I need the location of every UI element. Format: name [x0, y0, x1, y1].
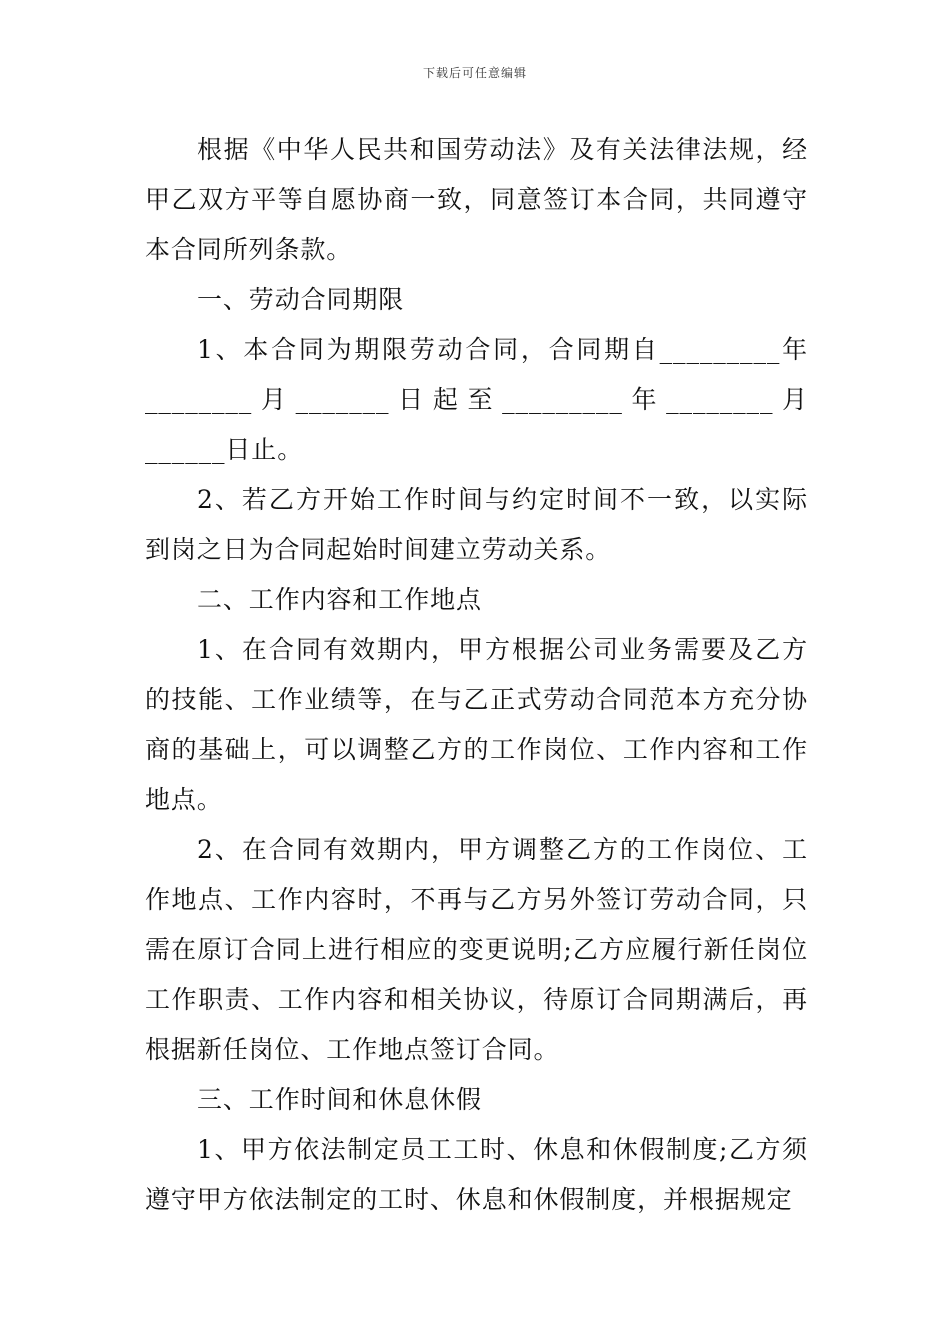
section-heading-work-content: 二、工作内容和工作地点 [197, 585, 482, 614]
work-content-clause-1: 1、在合同有效期内，甲方根据公司业务需要及乙方的技能、工作业绩等，在与乙正式劳动合同范本方充分协商的基础上，可以调整乙方的工作岗位、工作内容和工作地点。 [145, 635, 808, 814]
contract-term-clause-2: 2、若乙方开始工作时间与约定时间不一致，以实际到岗之日为合同起始时间建立劳动关系。 [145, 485, 808, 564]
work-time-clause-1: 1、甲方依法制定员工工时、休息和休假制度;乙方须遵守甲方依法制定的工时、休息和休假制度，并根据规定 [145, 1135, 808, 1214]
intro-paragraph: 根据《中华人民共和国劳动法》及有关法律法规，经甲乙双方平等自愿协商一致，同意签订本合同，共同遵守本合同所列条款。 [145, 135, 808, 264]
section-heading-contract-term: 一、劳动合同期限 [197, 285, 405, 314]
header-note: 下载后可任意编辑 [422, 66, 527, 80]
contract-term-clause-1: 1、本合同为期限劳动合同，合同期自_________年________月_______日起至_________年________月______日止。 [145, 335, 808, 464]
document-body [145, 125, 808, 1225]
section-heading-work-time: 三、工作时间和休息休假 [197, 1085, 482, 1114]
work-content-clause-2: 2、在合同有效期内，甲方调整乙方的工作岗位、工作地点、工作内容时，不再与乙方另外签订劳动合同，只需在原订合同上进行相应的变更说明;乙方应履行新任岗位工作职责、工作内容和相关协议，待原订合同期满后，再根据新任岗位、工作地点签订合同。 [145, 835, 808, 1064]
